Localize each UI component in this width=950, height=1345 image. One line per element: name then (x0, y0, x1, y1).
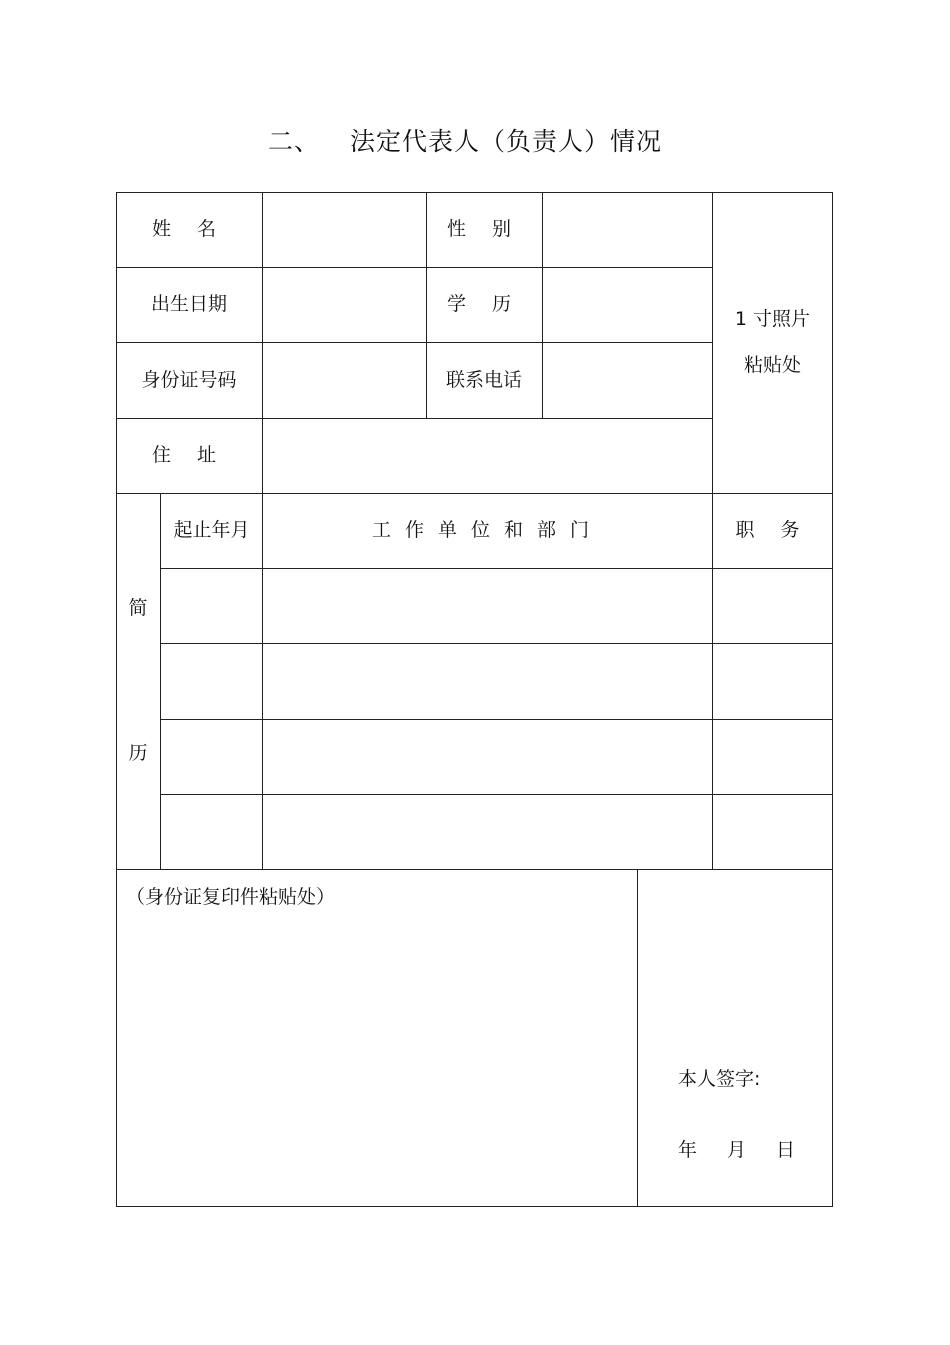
education-field[interactable] (543, 267, 712, 342)
birth-date-label: 出生日期 (150, 293, 227, 316)
name-label: 姓 名 (151, 218, 227, 241)
row-divider (160, 643, 833, 644)
resume-side-label-li: 历 (128, 741, 148, 764)
page-title (0, 122, 930, 158)
gender-label: 性 别 (446, 218, 522, 241)
id-number-label: 身份证号码 (141, 368, 237, 391)
address-label: 住 址 (151, 444, 227, 467)
border-right (832, 192, 833, 1207)
id-number-field[interactable] (263, 342, 426, 418)
date-year: 年 (678, 1139, 698, 1161)
phone-label: 联系电话 (445, 368, 522, 391)
border-bottom (116, 1206, 833, 1207)
address-field[interactable] (263, 418, 712, 493)
resume-side-label-jian: 简 (128, 596, 148, 619)
signature-label: 本人签字: (678, 1068, 761, 1090)
photo-label-line2: 粘贴处 (743, 353, 801, 376)
row-divider (160, 794, 833, 795)
period-header: 起止年月 (173, 519, 250, 542)
section-title: 法定代表人（负责人）情况 (350, 127, 663, 156)
date-day: 日 (776, 1139, 796, 1161)
gender-field[interactable] (543, 192, 712, 267)
name-field[interactable] (263, 192, 426, 267)
education-label: 学 历 (446, 293, 522, 316)
position-header: 职 务 (735, 519, 810, 542)
section-number: 二、 (267, 127, 320, 156)
row-divider (160, 568, 833, 569)
photo-label-line1: 1 寸照片 (734, 307, 811, 330)
id-copy-paste-label: （身份证复印件粘贴处） (126, 886, 336, 908)
birth-date-field[interactable] (263, 267, 426, 342)
photo-placeholder (713, 192, 832, 493)
signature-date (678, 1135, 795, 1162)
phone-field[interactable] (543, 342, 712, 418)
info-form-table (116, 192, 833, 1207)
row-divider (116, 869, 833, 870)
row-divider (160, 719, 833, 720)
work-unit-header: 工作单位和部门 (371, 519, 603, 542)
col-divider (637, 869, 638, 1207)
date-month: 月 (727, 1139, 747, 1161)
